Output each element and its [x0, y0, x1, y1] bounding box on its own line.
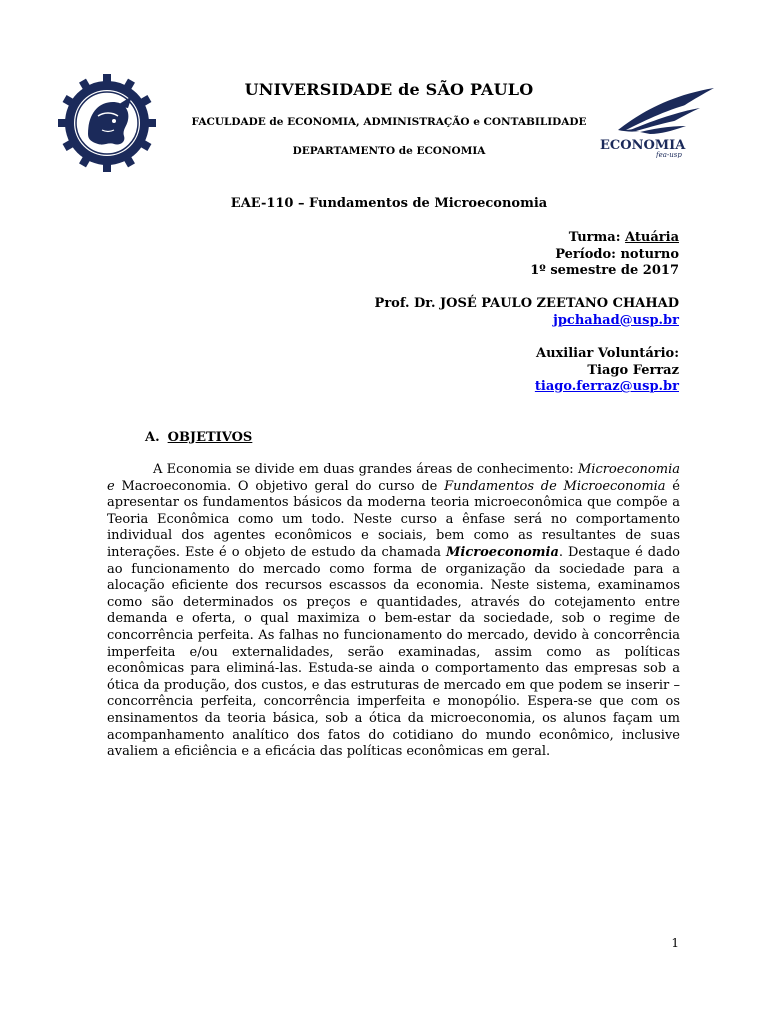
text-rest: . Destaque é dado ao funcionamento do mercado como forma de organização da sociedade para a alocação eficiente dos recursos escassos da economia. Neste sistema, examinamos como são determinados os preços e quantidades, através do cotejamento entre demanda e oferta, o qual maximiza o bem-estar da sociedade, sob o regime de concorrência perfeita. As falhas no funcionamento do mercado, devido à concorrência imperfeita e/ou externalidades, serão examinadas, assim como as políticas econômicas para eliminá-las. Estuda-se ainda o comportamento das empresas sob a ótica da produção, dos custos, e das estruturas de mercado em que podem se inserir – concorrência perfeita, concorrência imperfeita e monopólio. Espera-se que com os ensinamentos da teoria básica, sob a ótica da microeconomia, os alunos façam um acompanhamento analítico dos fatos do cotidiano do mundo econômico, inclusive avaliem a eficiência e a eficácia das políticas econômicas em geral. — [107, 544, 681, 760]
university-title: UNIVERSIDADE de SÃO PAULO — [244, 80, 534, 99]
text-intro: A Economia se divide em duas grandes áreas de conhecimento: — [153, 462, 578, 477]
periodo-line: Período: noturno — [555, 246, 679, 262]
turma-line — [530, 230, 679, 247]
semestre-line: 1º semestre de 2017 — [530, 263, 679, 278]
section-title: OBJETIVOS — [167, 430, 253, 445]
professor-name: Prof. Dr. JOSÉ PAULO ZEETANO CHAHAD — [374, 296, 679, 311]
text-fund-italic: Fundamentos de Microeconomia — [444, 478, 666, 494]
section-letter: A. — [145, 430, 160, 445]
department-title: DEPARTAMENTO de ECONOMIA — [292, 145, 486, 157]
assistant-name: Tiago Ferraz — [587, 362, 679, 378]
section-heading — [145, 430, 252, 445]
class-info-block — [530, 230, 679, 280]
turma-value: Atuária — [625, 230, 679, 245]
svg-text:fea-usp: fea-usp — [656, 151, 682, 158]
assistant-label: Auxiliar Voluntário: — [536, 346, 679, 361]
text-micro-italic: Microeconomia e — [107, 462, 680, 494]
page-number: 1 — [671, 936, 679, 950]
text-macro: Macroeconomia. O objetivo geral do curso de — [114, 478, 445, 494]
faculty-title: FACULDADE de ECONOMIA, ADMINISTRAÇÃO e CONTABILIDADE — [191, 116, 587, 128]
professor-email-link[interactable]: jpchahad@usp.br — [553, 312, 679, 328]
objectives-paragraph — [107, 462, 680, 761]
course-title: EAE-110 – Fundamentos de Microeconomia — [230, 196, 548, 211]
turma-label: Turma: — [568, 230, 626, 245]
text-micro-bold: Microeconomia — [446, 544, 559, 560]
professor-block — [375, 296, 679, 329]
assistant-email-link[interactable]: tiago.ferraz@usp.br — [534, 379, 679, 394]
svg-text:ECONOMIA: ECONOMIA — [600, 138, 686, 153]
paragraph-text — [107, 462, 680, 761]
text-mid: é apresentar os fundamentos básicos da moderna teoria microeconômica que compõe a Teoria Econômica como um todo. Neste curso a ênfase será no comportamento individual dos agentes econômicos e sociais, bem como as resultantes de suas interações. Este é o objeto de estudo da chamada — [107, 478, 680, 560]
assistant-block — [535, 346, 679, 396]
